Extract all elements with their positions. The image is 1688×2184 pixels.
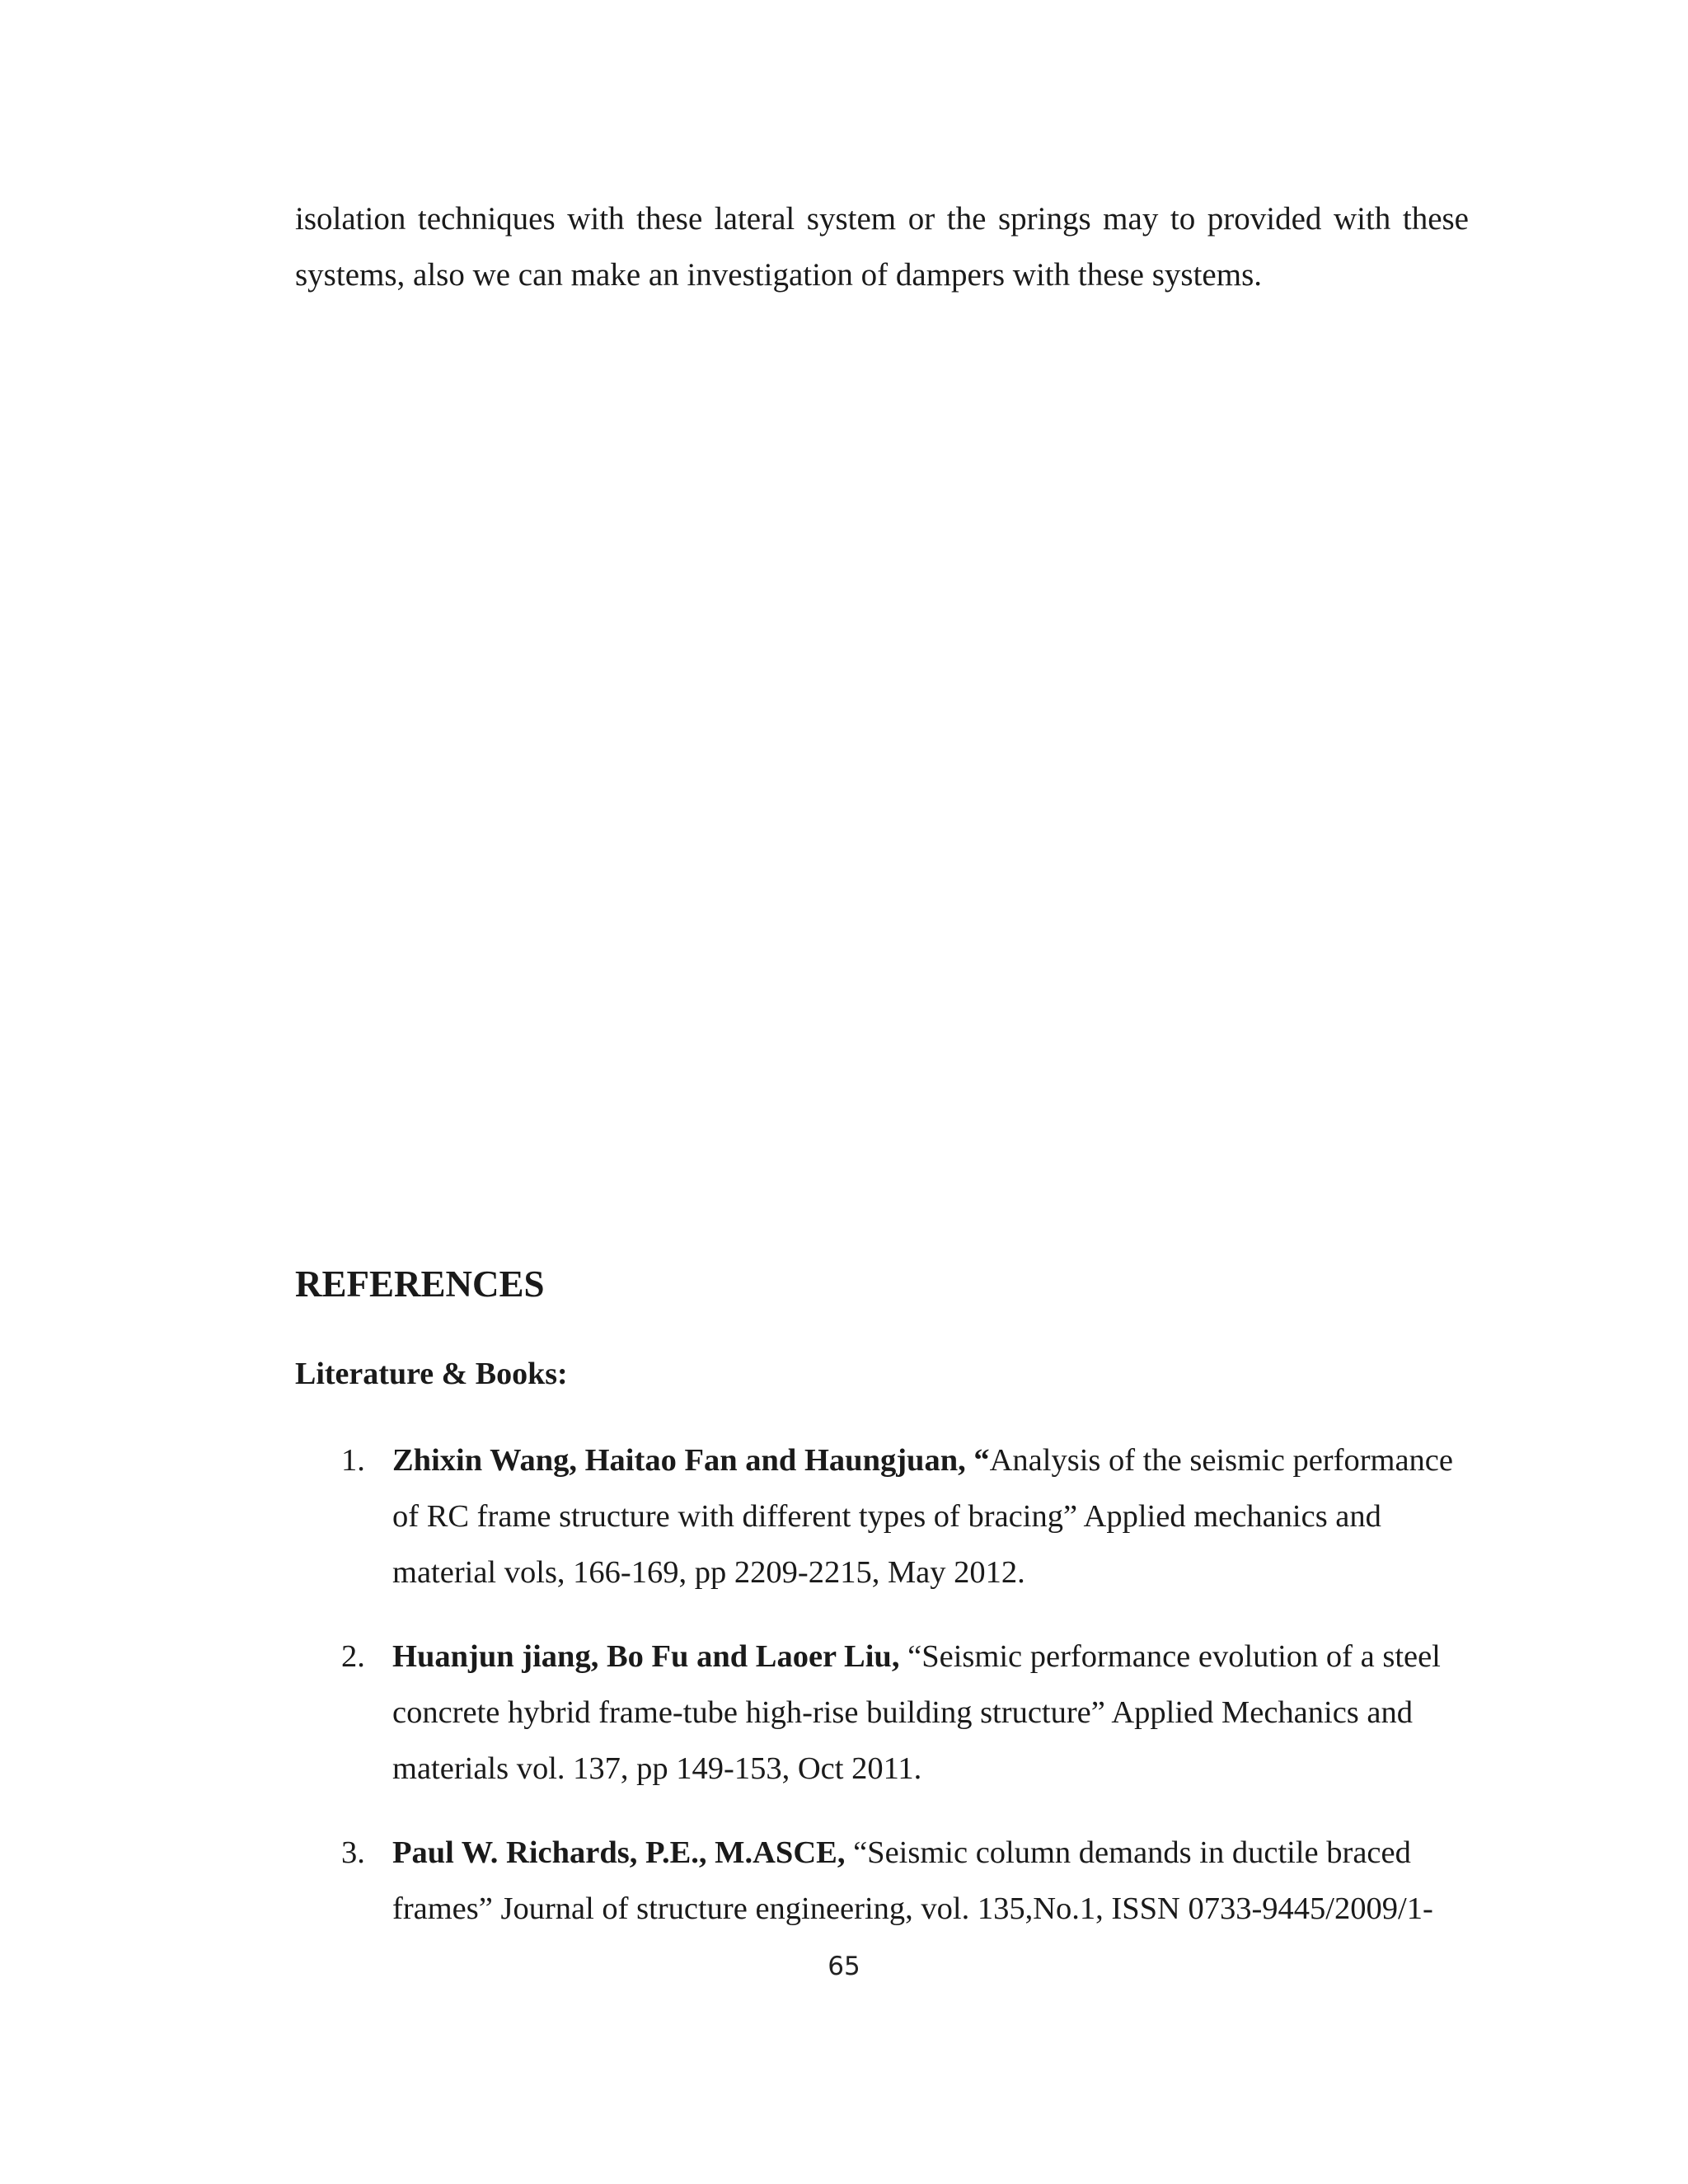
references-heading: REFERENCES [295, 1263, 545, 1305]
reference-text: “Seismic performance evolution of a steel concrete hybrid frame-tube high-rise building structure” Applied Mechanics and materials vol. 137, pp 149-153, Oct 2011. [392, 1639, 1441, 1786]
reference-item [295, 1629, 1469, 1797]
literature-books-subheading: Literature & Books: [295, 1357, 568, 1391]
reference-item [295, 1825, 1469, 1937]
reference-authors: Huanjun jiang, Bo Fu and Laoer Liu, [392, 1639, 900, 1674]
intro-paragraph: isolation techniques with these lateral system or the springs may to provided with these systems, also we can make an investigation of dampers with these systems. [295, 201, 1469, 293]
reference-number: 1. [341, 1443, 365, 1478]
reference-authors: Paul W. Richards, P.E., M.ASCE, [392, 1835, 846, 1870]
page-number: 65 [828, 1952, 860, 1981]
reference-text: Analysis of the seismic performance of RC frame structure with different types of bracing” Applied mechanics and material vols, 166-169, pp 2209-2215, May 2012. [392, 1443, 1453, 1590]
reference-item [295, 1432, 1469, 1601]
reference-authors: Zhixin Wang, Haitao Fan and Haungjuan, “ [392, 1443, 990, 1478]
reference-text: “Seismic column demands in ductile braced frames” Journal of structure engineering, vol. 135,No.1, ISSN 0733-9445/2009/1- [392, 1835, 1433, 1926]
reference-list [295, 1432, 1469, 1965]
reference-number: 3. [341, 1835, 365, 1870]
reference-number: 2. [341, 1639, 365, 1674]
